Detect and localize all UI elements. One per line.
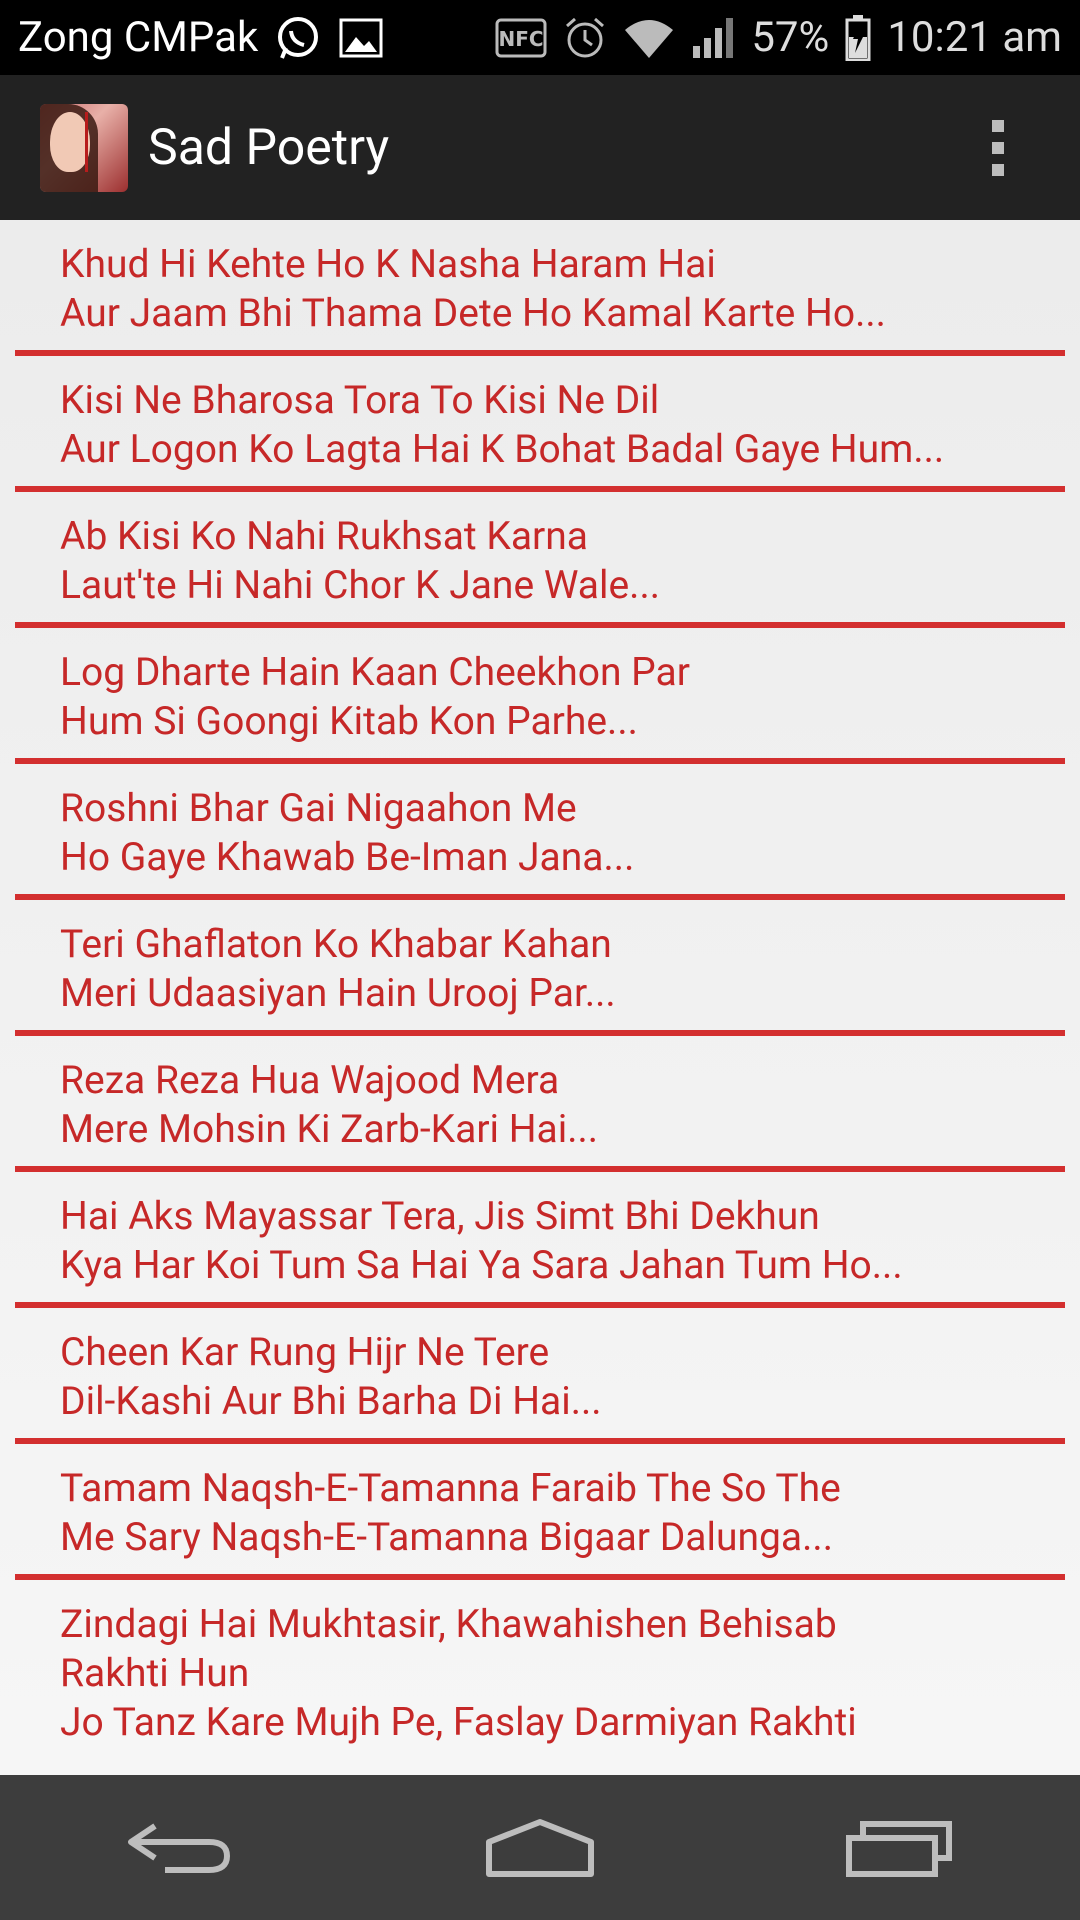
poem-line-2: Mere Mohsin Ki Zarb-Kari Hai... — [60, 1106, 599, 1152]
battery-charging-icon — [845, 15, 871, 61]
poem-line-1: Ab Kisi Ko Nahi Rukhsat Karna — [60, 513, 589, 559]
page-title: Sad Poetry — [148, 118, 390, 177]
poem-line-2: Laut'te Hi Nahi Chor K Jane Wale... — [60, 562, 661, 608]
poem-line-1: Hai Aks Mayassar Tera, Jis Simt Bhi Dekhun — [60, 1193, 820, 1239]
back-icon — [125, 1818, 235, 1878]
list-item[interactable] — [0, 764, 1080, 900]
list-item[interactable] — [0, 1308, 1080, 1444]
clock: 10:21 am — [887, 13, 1062, 62]
poem-line-1: Cheen Kar Rung Hijr Ne Tere — [60, 1329, 550, 1375]
list-item[interactable] — [0, 900, 1080, 1036]
poem-line-2: Aur Logon Ko Lagta Hai K Bohat Badal Gaye Hum... — [60, 426, 945, 472]
app-logo[interactable] — [40, 104, 128, 192]
poem-line-2: Meri Udaasiyan Hain Urooj Par... — [60, 970, 616, 1016]
list-item[interactable] — [0, 628, 1080, 764]
list-item[interactable] — [0, 492, 1080, 628]
poem-line-2: Aur Jaam Bhi Thama Dete Ho Kamal Karte Ho... — [60, 290, 886, 336]
home-button[interactable] — [470, 1798, 610, 1898]
battery-percent: 57% — [751, 13, 830, 62]
poem-line-2: Me Sary Naqsh-E-Tamanna Bigaar Dalunga... — [60, 1514, 833, 1560]
poem-line-1: Khud Hi Kehte Ho K Nasha Haram Hai — [60, 241, 716, 287]
list-item[interactable] — [0, 1580, 1080, 1747]
poem-line-1: Roshni Bhar Gai Nigaahon Me — [60, 785, 577, 831]
svg-text:NFC: NFC — [498, 26, 544, 51]
list-item[interactable] — [0, 220, 1080, 356]
poetry-list — [0, 220, 1080, 1775]
list-item[interactable] — [0, 356, 1080, 492]
list-item[interactable] — [0, 1444, 1080, 1580]
poem-line-1: Teri Ghaflaton Ko Khabar Kahan — [60, 921, 612, 967]
action-bar — [0, 75, 1080, 220]
image-notification-icon — [338, 15, 384, 61]
list-item[interactable] — [0, 1172, 1080, 1308]
poem-line-2: Hum Si Goongi Kitab Kon Parhe... — [60, 698, 638, 744]
poem-line-1: Reza Reza Hua Wajood Mera — [60, 1057, 560, 1103]
navigation-bar — [0, 1775, 1080, 1920]
poem-line-2: Rakhti Hun — [60, 1650, 250, 1696]
list-item[interactable] — [0, 1036, 1080, 1172]
status-bar — [0, 0, 1080, 75]
signal-icon — [691, 16, 735, 60]
recent-apps-button[interactable] — [830, 1798, 970, 1898]
poem-line-1: Log Dharte Hain Kaan Cheekhon Par — [60, 649, 690, 695]
home-icon — [485, 1818, 595, 1878]
overflow-menu-icon[interactable] — [992, 120, 1004, 176]
whatsapp-icon — [274, 14, 322, 62]
poem-line-2: Kya Har Koi Tum Sa Hai Ya Sara Jahan Tum Ho... — [60, 1242, 903, 1288]
poem-line-1: Tamam Naqsh-E-Tamanna Faraib The So The — [60, 1465, 841, 1511]
poem-line-2: Dil-Kashi Aur Bhi Barha Di Hai... — [60, 1378, 602, 1424]
nfc-icon — [495, 18, 547, 58]
back-button[interactable] — [110, 1798, 250, 1898]
poem-line-2: Ho Gaye Khawab Be-Iman Jana... — [60, 834, 635, 880]
poem-line-1: Kisi Ne Bharosa Tora To Kisi Ne Dil — [60, 377, 660, 423]
carrier-name: Zong CMPak — [18, 13, 259, 62]
poem-line-3: Jo Tanz Kare Mujh Pe, Faslay Darmiyan Rakhti — [60, 1699, 857, 1745]
recent-apps-icon — [845, 1818, 955, 1878]
poem-line-1: Zindagi Hai Mukhtasir, Khawahishen Behisab — [60, 1601, 837, 1647]
wifi-icon — [623, 16, 675, 60]
alarm-icon — [563, 16, 607, 60]
